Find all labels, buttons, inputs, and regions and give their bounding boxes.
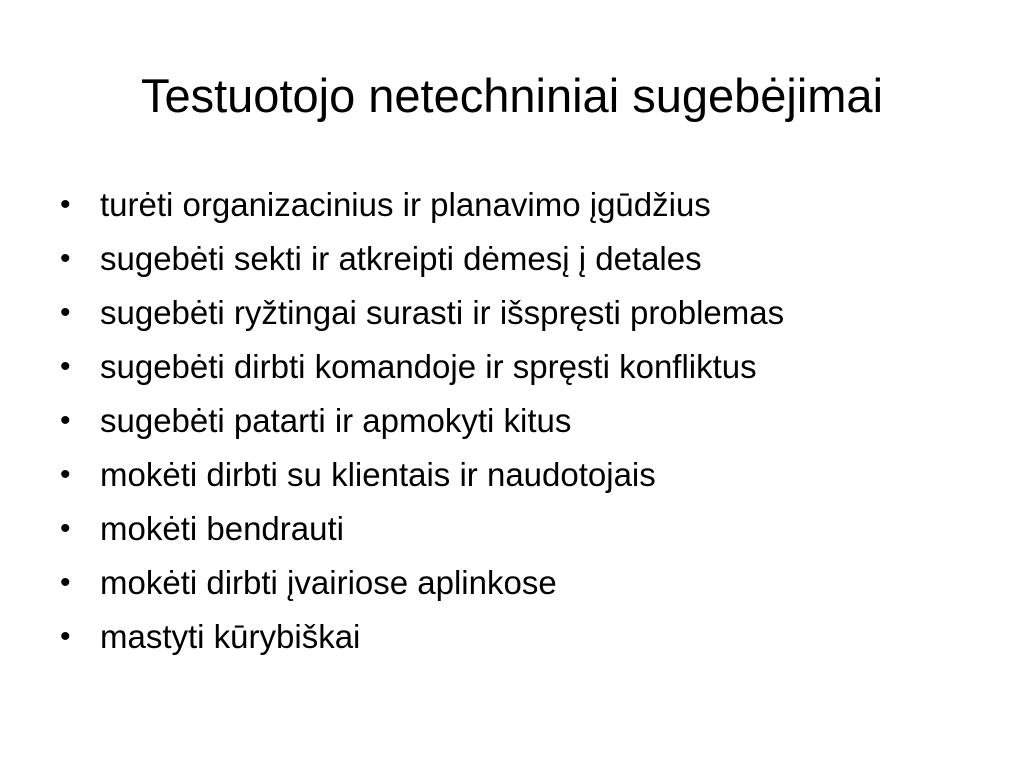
bullet-list bbox=[60, 178, 1000, 664]
list-item bbox=[60, 610, 1000, 664]
bullet-icon: • bbox=[60, 620, 71, 653]
list-item bbox=[60, 286, 1000, 340]
list-item-text: mokėti dirbti įvairiose aplinkose bbox=[100, 564, 557, 601]
list-item bbox=[60, 556, 1000, 610]
list-item-text: sugebėti patarti ir apmokyti kitus bbox=[100, 402, 572, 439]
list-item bbox=[60, 232, 1000, 286]
list-item-text: sugebėti dirbti komandoje ir spręsti konfliktus bbox=[100, 348, 757, 385]
list-item-text: sugebėti ryžtingai surasti ir išspręsti problemas bbox=[100, 294, 785, 331]
list-item-text: mokėti dirbti su klientais ir naudotojais bbox=[100, 456, 656, 493]
list-item bbox=[60, 394, 1000, 448]
list-item bbox=[60, 448, 1000, 502]
bullet-icon: • bbox=[60, 566, 71, 599]
bullet-icon: • bbox=[60, 404, 71, 437]
bullet-icon: • bbox=[60, 296, 71, 329]
list-item bbox=[60, 340, 1000, 394]
bullet-icon: • bbox=[60, 458, 71, 491]
bullet-icon: • bbox=[60, 512, 71, 545]
bullet-icon: • bbox=[60, 242, 71, 275]
bullet-icon: • bbox=[60, 188, 71, 221]
list-item-text: mastyti kūrybiškai bbox=[100, 618, 361, 655]
list-item-text: turėti organizacinius ir planavimo įgūdžius bbox=[100, 186, 711, 223]
list-item-text: mokėti bendrauti bbox=[100, 510, 344, 547]
bullet-icon: • bbox=[60, 350, 71, 383]
list-item-text: sugebėti sekti ir atkreipti dėmesį į detales bbox=[100, 240, 702, 277]
list-item bbox=[60, 178, 1000, 232]
list-item bbox=[60, 502, 1000, 556]
slide-title: Testuotojo netechniniai sugebėjimai bbox=[140, 69, 884, 122]
